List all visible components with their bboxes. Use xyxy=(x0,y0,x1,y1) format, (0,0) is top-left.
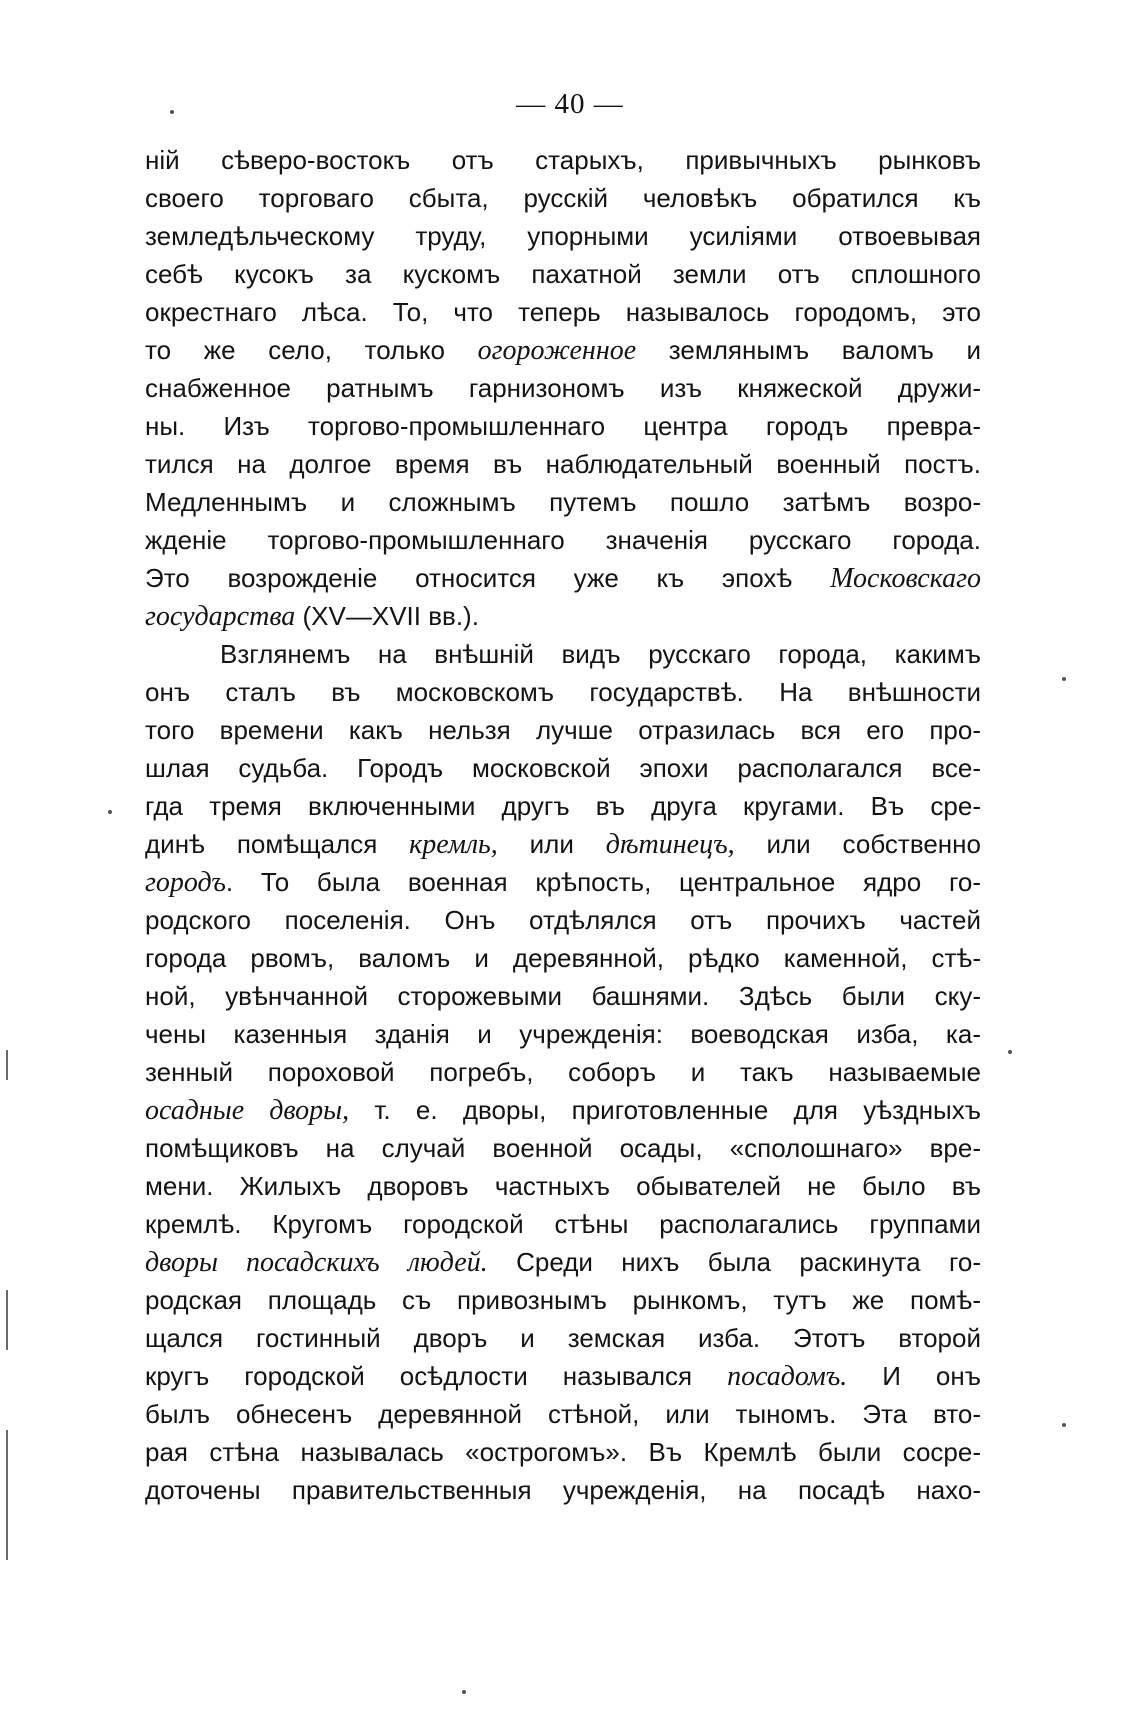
scan-speck xyxy=(1062,677,1066,681)
text-line xyxy=(145,293,981,331)
text-line xyxy=(145,1319,981,1357)
text-line xyxy=(145,255,981,293)
text-line xyxy=(145,1281,981,1319)
text-line xyxy=(145,863,981,901)
text-line xyxy=(145,597,981,635)
text-line xyxy=(145,673,981,711)
body-text xyxy=(145,141,981,1509)
text-line xyxy=(145,331,981,369)
scan-speck xyxy=(108,810,112,814)
text-line xyxy=(145,901,981,939)
italic-term: городъ xyxy=(145,867,226,898)
text-run: кремлѣ. Кругомъ городской стѣны располагались группами xyxy=(145,1209,981,1239)
text-line xyxy=(145,939,981,977)
text-run: Медленнымъ и сложнымъ путемъ пошло затѣмъ возро- xyxy=(145,487,981,517)
text-run: города рвомъ, валомъ и деревянной, рѣдко каменной, стѣ- xyxy=(145,943,981,973)
text-line xyxy=(145,1357,981,1395)
text-run: Это возрожденіе относится уже къ эпохѣ xyxy=(145,563,831,593)
text-run: земледѣльческому труду, упорными усиліями отвоевывая xyxy=(145,221,981,251)
text-line xyxy=(145,179,981,217)
text-run: или xyxy=(497,829,606,859)
text-run: снабженное ратнымъ гарнизономъ изъ княжеской дружи- xyxy=(145,373,981,403)
scan-speck xyxy=(170,110,174,114)
text-line xyxy=(145,141,981,179)
text-run: родская площадь съ привознымъ рынкомъ, тутъ же помѣ- xyxy=(145,1285,981,1315)
text-line xyxy=(145,559,981,597)
scan-speck xyxy=(1008,1050,1012,1054)
text-run: ной, увѣнчанной сторожевыми башнями. Здѣсь были ску- xyxy=(145,981,981,1011)
italic-term: огороженное xyxy=(477,335,637,366)
text-line xyxy=(145,1471,981,1509)
text-line xyxy=(145,521,981,559)
text-run: окрестнаго лѣса. То, что теперь называлось городомъ, это xyxy=(145,297,981,327)
text-line xyxy=(145,1167,981,1205)
text-run: тился на долгое время въ наблюдательный военный постъ. xyxy=(145,449,981,479)
text-run: былъ обнесенъ деревянной стѣной, или тыномъ. Эта вто- xyxy=(145,1399,981,1429)
italic-term: посадомъ. xyxy=(727,1361,848,1392)
text-line xyxy=(145,407,981,445)
scan-speck xyxy=(1062,1423,1066,1427)
text-line xyxy=(145,483,981,521)
text-line xyxy=(145,1205,981,1243)
text-line xyxy=(145,1395,981,1433)
text-run: своего торговаго сбыта, русскій человѣкъ обратился къ xyxy=(145,183,981,213)
page-number: — 40 — xyxy=(516,88,624,120)
italic-term: государства xyxy=(145,601,296,632)
text-run: кругъ городской осѣдлости назывался xyxy=(145,1361,728,1391)
text-run: или собственно xyxy=(734,829,981,859)
text-run: жденіе торгово-промышленнаго значенія русскаго города. xyxy=(145,525,981,555)
text-run: Взглянемъ на внѣшній видъ русскаго города, какимъ xyxy=(220,639,981,669)
italic-term: дворы посадскихъ людей. xyxy=(145,1247,488,1278)
text-run: родского поселенія. Онъ отдѣлялся отъ прочихъ частей xyxy=(145,905,981,935)
italic-term: дѣтинецъ, xyxy=(605,829,735,860)
scan-edge-mark xyxy=(6,1290,8,1350)
text-line xyxy=(145,1091,981,1129)
text-line xyxy=(145,369,981,407)
italic-term: осадные дворы, xyxy=(145,1095,350,1126)
text-run: доточены правительственныя учрежденія, на посадѣ нахо- xyxy=(145,1475,981,1505)
text-run: помѣщиковъ на случай военной осады, «сполошнаго» вре- xyxy=(145,1133,981,1163)
scan-edge-mark xyxy=(6,1050,8,1080)
text-run: . То была военная крѣпость, центральное ядро го- xyxy=(225,867,981,897)
text-line xyxy=(145,1129,981,1167)
text-run: И онъ xyxy=(847,1361,981,1391)
text-run: того времени какъ нельзя лучше отразилась вся его про- xyxy=(145,715,981,745)
scan-speck xyxy=(462,1690,466,1694)
scan-edge-mark xyxy=(6,1430,8,1560)
text-run: землянымъ валомъ и xyxy=(636,335,981,365)
text-run: ны. Изъ торгово-промышленнаго центра городъ превра- xyxy=(145,411,981,441)
text-run: динѣ помѣщался xyxy=(145,829,410,859)
text-line xyxy=(145,1015,981,1053)
text-line xyxy=(145,749,981,787)
text-run: чены казенныя зданія и учрежденія: воеводская изба, ка- xyxy=(145,1019,981,1049)
text-line xyxy=(145,787,981,825)
text-run: (XV—XVII вв.). xyxy=(295,601,479,631)
text-line xyxy=(145,825,981,863)
italic-term: Московскаго xyxy=(830,563,981,594)
text-run: себѣ кусокъ за кускомъ пахатной земли отъ сплошного xyxy=(145,259,981,289)
text-line xyxy=(145,977,981,1015)
text-run: шлая судьба. Городъ московской эпохи располагался все- xyxy=(145,753,981,783)
text-run: рая стѣна называлась «острогомъ». Въ Кремлѣ были сосре- xyxy=(145,1437,981,1467)
text-line xyxy=(145,445,981,483)
text-line xyxy=(145,1243,981,1281)
text-run: ній сѣверо-востокъ отъ старыхъ, привычныхъ рынковъ xyxy=(145,145,981,175)
text-line xyxy=(145,217,981,255)
text-line xyxy=(145,1433,981,1471)
text-run: щался гостинный дворъ и земская изба. Этотъ второй xyxy=(145,1323,981,1353)
text-run: то же село, только xyxy=(145,335,478,365)
text-line xyxy=(145,1053,981,1091)
italic-term: кремль, xyxy=(409,829,498,860)
text-run: Среди нихъ была раскинута го- xyxy=(487,1247,981,1277)
text-line xyxy=(145,711,981,749)
text-run: мени. Жилыхъ дворовъ частныхъ обывателей не было въ xyxy=(145,1171,981,1201)
text-run: гда тремя включенными другъ въ друга кругами. Въ сре- xyxy=(145,791,981,821)
text-run: онъ сталъ въ московскомъ государствѣ. На внѣшности xyxy=(145,677,981,707)
text-run: зенный пороховой погребъ, соборъ и такъ называемые xyxy=(145,1057,981,1087)
text-line xyxy=(145,635,981,673)
text-run: т. е. дворы, приготовленные для уѣздныхъ xyxy=(349,1095,981,1125)
